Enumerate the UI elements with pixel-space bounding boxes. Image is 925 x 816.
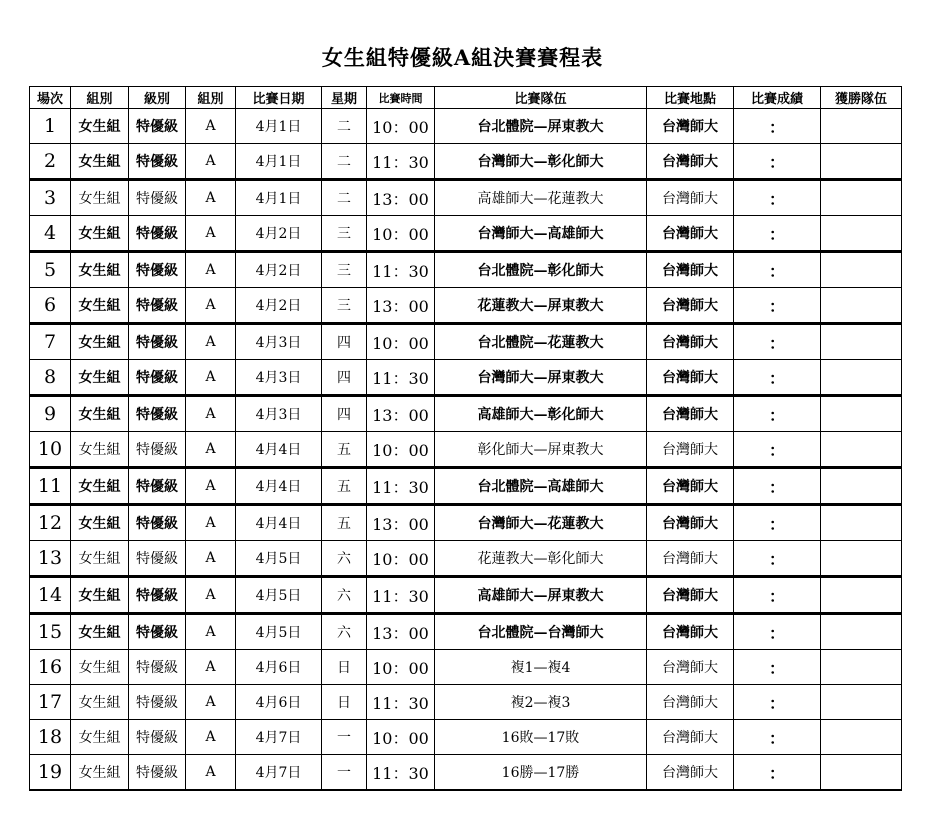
group-cell: 女生組 [71, 216, 129, 252]
level-cell: 特優級 [129, 468, 186, 505]
teams-cell: 複2—複3 [435, 685, 647, 720]
score-cell: ： [734, 180, 821, 216]
winner-cell [821, 144, 902, 180]
teams-cell: 花蓮教大—屏東教大 [435, 288, 647, 324]
score-cell: ： [734, 144, 821, 180]
teams-cell: 台灣師大—屏東教大 [435, 360, 647, 396]
group-cell: 女生組 [71, 685, 129, 720]
group-cell: 女生組 [71, 324, 129, 360]
pool-cell: A [186, 685, 236, 720]
pool-cell: A [186, 614, 236, 650]
time-cell: 10：00 [367, 324, 435, 360]
time-cell: 11：30 [367, 685, 435, 720]
group-cell: 女生組 [71, 541, 129, 577]
match-no-cell: 17 [30, 685, 71, 720]
venue-cell: 台灣師大 [647, 755, 734, 791]
score-cell: ： [734, 468, 821, 505]
match-no-cell: 18 [30, 720, 71, 755]
time-cell: 10：00 [367, 541, 435, 577]
venue-cell: 台灣師大 [647, 396, 734, 432]
group-cell: 女生組 [71, 288, 129, 324]
winner-cell [821, 468, 902, 505]
table-row [30, 144, 902, 180]
pool-cell: A [186, 755, 236, 791]
level-cell: 特優級 [129, 650, 186, 685]
weekday-cell: 六 [322, 541, 367, 577]
table-row [30, 324, 902, 360]
teams-cell: 台北體院—屏東教大 [435, 109, 647, 144]
teams-cell: 高雄師大—花蓮教大 [435, 180, 647, 216]
level-cell: 特優級 [129, 396, 186, 432]
table-row [30, 577, 902, 614]
match-no-cell: 16 [30, 650, 71, 685]
time-cell: 11：30 [367, 755, 435, 791]
weekday-cell: 三 [322, 252, 367, 288]
date-cell: 4月5日 [236, 541, 322, 577]
time-cell: 11：30 [367, 252, 435, 288]
match-no-cell: 2 [30, 144, 71, 180]
winner-cell [821, 505, 902, 541]
time-cell: 13：00 [367, 614, 435, 650]
match-no-cell: 15 [30, 614, 71, 650]
header-level: 級別 [129, 87, 186, 109]
table-row [30, 505, 902, 541]
weekday-cell: 二 [322, 144, 367, 180]
match-no-cell: 7 [30, 324, 71, 360]
table-row [30, 650, 902, 685]
pool-cell: A [186, 505, 236, 541]
winner-cell [821, 396, 902, 432]
pool-cell: A [186, 216, 236, 252]
table-row [30, 288, 902, 324]
weekday-cell: 六 [322, 577, 367, 614]
date-cell: 4月1日 [236, 180, 322, 216]
score-cell: ： [734, 396, 821, 432]
header-teams: 比賽隊伍 [435, 87, 647, 109]
teams-cell: 台北體院—台灣師大 [435, 614, 647, 650]
score-cell: ： [734, 720, 821, 755]
date-cell: 4月3日 [236, 360, 322, 396]
header-weekday: 星期 [322, 87, 367, 109]
time-cell: 11：30 [367, 144, 435, 180]
table-row [30, 755, 902, 791]
group-cell: 女生組 [71, 360, 129, 396]
pool-cell: A [186, 396, 236, 432]
score-cell: ： [734, 360, 821, 396]
venue-cell: 台灣師大 [647, 432, 734, 468]
date-cell: 4月5日 [236, 614, 322, 650]
venue-cell: 台灣師大 [647, 216, 734, 252]
winner-cell [821, 288, 902, 324]
group-cell: 女生組 [71, 144, 129, 180]
venue-cell: 台灣師大 [647, 468, 734, 505]
venue-cell: 台灣師大 [647, 614, 734, 650]
match-no-cell: 19 [30, 755, 71, 791]
teams-cell: 台灣師大—花蓮教大 [435, 505, 647, 541]
pool-cell: A [186, 577, 236, 614]
time-cell: 10：00 [367, 216, 435, 252]
venue-cell: 台灣師大 [647, 360, 734, 396]
weekday-cell: 五 [322, 505, 367, 541]
header-row [30, 87, 902, 109]
winner-cell [821, 650, 902, 685]
header-venue: 比賽地點 [647, 87, 734, 109]
level-cell: 特優級 [129, 252, 186, 288]
score-cell: ： [734, 685, 821, 720]
group-cell: 女生組 [71, 505, 129, 541]
group-cell: 女生組 [71, 468, 129, 505]
score-cell: ： [734, 109, 821, 144]
weekday-cell: 三 [322, 288, 367, 324]
table-row [30, 614, 902, 650]
table-row [30, 468, 902, 505]
winner-cell [821, 109, 902, 144]
score-cell: ： [734, 650, 821, 685]
header-match-no: 場次 [30, 87, 71, 109]
winner-cell [821, 541, 902, 577]
winner-cell [821, 252, 902, 288]
level-cell: 特優級 [129, 614, 186, 650]
winner-cell [821, 360, 902, 396]
weekday-cell: 日 [322, 650, 367, 685]
venue-cell: 台灣師大 [647, 577, 734, 614]
venue-cell: 台灣師大 [647, 288, 734, 324]
score-cell: ： [734, 324, 821, 360]
level-cell: 特優級 [129, 577, 186, 614]
time-cell: 13：00 [367, 288, 435, 324]
date-cell: 4月4日 [236, 468, 322, 505]
header-score: 比賽成績 [734, 87, 821, 109]
pool-cell: A [186, 650, 236, 685]
date-cell: 4月3日 [236, 396, 322, 432]
level-cell: 特優級 [129, 109, 186, 144]
score-cell: ： [734, 432, 821, 468]
pool-cell: A [186, 252, 236, 288]
level-cell: 特優級 [129, 288, 186, 324]
pool-cell: A [186, 144, 236, 180]
venue-cell: 台灣師大 [647, 324, 734, 360]
level-cell: 特優級 [129, 685, 186, 720]
pool-cell: A [186, 109, 236, 144]
score-cell: ： [734, 505, 821, 541]
score-cell: ： [734, 577, 821, 614]
date-cell: 4月2日 [236, 216, 322, 252]
weekday-cell: 四 [322, 360, 367, 396]
match-no-cell: 5 [30, 252, 71, 288]
score-cell: ： [734, 216, 821, 252]
pool-cell: A [186, 432, 236, 468]
page-title: 女生組特優級A組決賽賽程表 [321, 45, 604, 70]
score-cell: ： [734, 541, 821, 577]
group-cell: 女生組 [71, 614, 129, 650]
level-cell: 特優級 [129, 720, 186, 755]
teams-cell: 台灣師大—彰化師大 [435, 144, 647, 180]
winner-cell [821, 216, 902, 252]
table-row [30, 109, 902, 144]
group-cell: 女生組 [71, 650, 129, 685]
date-cell: 4月4日 [236, 505, 322, 541]
weekday-cell: 四 [322, 396, 367, 432]
venue-cell: 台灣師大 [647, 252, 734, 288]
venue-cell: 台灣師大 [647, 109, 734, 144]
score-cell: ： [734, 614, 821, 650]
time-cell: 13：00 [367, 180, 435, 216]
match-no-cell: 4 [30, 216, 71, 252]
level-cell: 特優級 [129, 541, 186, 577]
time-cell: 13：00 [367, 505, 435, 541]
winner-cell [821, 432, 902, 468]
winner-cell [821, 720, 902, 755]
match-no-cell: 12 [30, 505, 71, 541]
match-no-cell: 8 [30, 360, 71, 396]
match-no-cell: 14 [30, 577, 71, 614]
winner-cell [821, 577, 902, 614]
group-cell: 女生組 [71, 252, 129, 288]
date-cell: 4月7日 [236, 720, 322, 755]
weekday-cell: 五 [322, 468, 367, 505]
venue-cell: 台灣師大 [647, 505, 734, 541]
table-row [30, 360, 902, 396]
date-cell: 4月4日 [236, 432, 322, 468]
teams-cell: 複1—複4 [435, 650, 647, 685]
header-pool: 組別 [186, 87, 236, 109]
match-no-cell: 6 [30, 288, 71, 324]
winner-cell [821, 755, 902, 791]
match-no-cell: 10 [30, 432, 71, 468]
teams-cell: 高雄師大—屏東教大 [435, 577, 647, 614]
time-cell: 10：00 [367, 720, 435, 755]
header-time: 比賽時間 [367, 87, 435, 109]
date-cell: 4月2日 [236, 288, 322, 324]
match-no-cell: 13 [30, 541, 71, 577]
venue-cell: 台灣師大 [647, 685, 734, 720]
score-cell: ： [734, 755, 821, 791]
date-cell: 4月2日 [236, 252, 322, 288]
pool-cell: A [186, 541, 236, 577]
level-cell: 特優級 [129, 144, 186, 180]
match-no-cell: 1 [30, 109, 71, 144]
table-row [30, 720, 902, 755]
score-cell: ： [734, 288, 821, 324]
match-no-cell: 9 [30, 396, 71, 432]
weekday-cell: 日 [322, 685, 367, 720]
pool-cell: A [186, 324, 236, 360]
date-cell: 4月5日 [236, 577, 322, 614]
teams-cell: 台北體院—彰化師大 [435, 252, 647, 288]
winner-cell [821, 324, 902, 360]
level-cell: 特優級 [129, 180, 186, 216]
table-row [30, 252, 902, 288]
teams-cell: 台北體院—高雄師大 [435, 468, 647, 505]
level-cell: 特優級 [129, 432, 186, 468]
teams-cell: 台灣師大—高雄師大 [435, 216, 647, 252]
teams-cell: 16勝—17勝 [435, 755, 647, 791]
teams-cell: 16敗—17敗 [435, 720, 647, 755]
group-cell: 女生組 [71, 396, 129, 432]
level-cell: 特優級 [129, 324, 186, 360]
pool-cell: A [186, 720, 236, 755]
group-cell: 女生組 [71, 432, 129, 468]
time-cell: 10：00 [367, 109, 435, 144]
group-cell: 女生組 [71, 755, 129, 791]
header-group: 組別 [71, 87, 129, 109]
time-cell: 10：00 [367, 432, 435, 468]
winner-cell [821, 614, 902, 650]
time-cell: 13：00 [367, 396, 435, 432]
date-cell: 4月6日 [236, 650, 322, 685]
weekday-cell: 四 [322, 324, 367, 360]
time-cell: 11：30 [367, 360, 435, 396]
table-row [30, 216, 902, 252]
venue-cell: 台灣師大 [647, 650, 734, 685]
table-row [30, 396, 902, 432]
level-cell: 特優級 [129, 505, 186, 541]
venue-cell: 台灣師大 [647, 180, 734, 216]
weekday-cell: 五 [322, 432, 367, 468]
winner-cell [821, 180, 902, 216]
teams-cell: 高雄師大—彰化師大 [435, 396, 647, 432]
time-cell: 11：30 [367, 577, 435, 614]
time-cell: 10：00 [367, 650, 435, 685]
group-cell: 女生組 [71, 180, 129, 216]
teams-cell: 花蓮教大—彰化師大 [435, 541, 647, 577]
match-no-cell: 3 [30, 180, 71, 216]
header-winner: 獲勝隊伍 [821, 87, 902, 109]
pool-cell: A [186, 180, 236, 216]
group-cell: 女生組 [71, 720, 129, 755]
table-row [30, 685, 902, 720]
weekday-cell: 三 [322, 216, 367, 252]
weekday-cell: 二 [322, 180, 367, 216]
date-cell: 4月1日 [236, 144, 322, 180]
pool-cell: A [186, 288, 236, 324]
venue-cell: 台灣師大 [647, 144, 734, 180]
pool-cell: A [186, 468, 236, 505]
table-row [30, 541, 902, 577]
date-cell: 4月1日 [236, 109, 322, 144]
weekday-cell: 二 [322, 109, 367, 144]
level-cell: 特優級 [129, 360, 186, 396]
score-cell: ： [734, 252, 821, 288]
level-cell: 特優級 [129, 216, 186, 252]
date-cell: 4月7日 [236, 755, 322, 791]
date-cell: 4月3日 [236, 324, 322, 360]
match-no-cell: 11 [30, 468, 71, 505]
group-cell: 女生組 [71, 109, 129, 144]
header-date: 比賽日期 [236, 87, 322, 109]
weekday-cell: 一 [322, 755, 367, 791]
teams-cell: 彰化師大—屏東教大 [435, 432, 647, 468]
group-cell: 女生組 [71, 577, 129, 614]
schedule-table [29, 86, 902, 791]
weekday-cell: 六 [322, 614, 367, 650]
winner-cell [821, 685, 902, 720]
teams-cell: 台北體院—花蓮教大 [435, 324, 647, 360]
table-row [30, 432, 902, 468]
time-cell: 11：30 [367, 468, 435, 505]
venue-cell: 台灣師大 [647, 720, 734, 755]
pool-cell: A [186, 360, 236, 396]
table-row [30, 180, 902, 216]
date-cell: 4月6日 [236, 685, 322, 720]
level-cell: 特優級 [129, 755, 186, 791]
weekday-cell: 一 [322, 720, 367, 755]
venue-cell: 台灣師大 [647, 541, 734, 577]
